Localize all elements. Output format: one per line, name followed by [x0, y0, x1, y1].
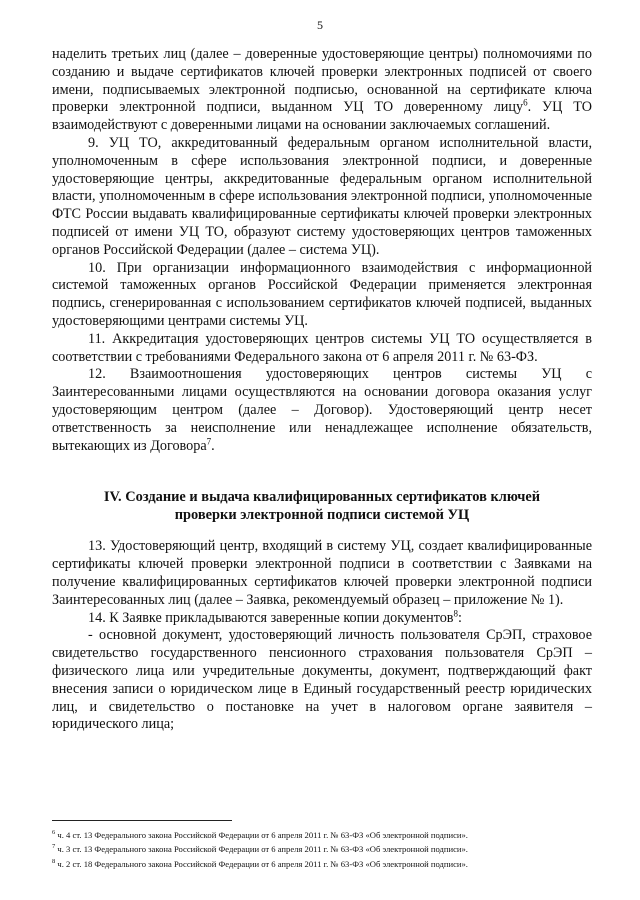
paragraph-14 — [52, 607, 592, 628]
paragraph-text: Удостоверяющий центр, входящий в систему УЦ, создает квалифицированные сертификаты ключей проверки электронной подписи в соответствии с Заявками на получение квалифицированных сертификатов ключей проверки электронной подписи Заинтересованных лиц (далее – Заявка, рекомендуемый образец – приложение № 1). — [52, 538, 592, 608]
footnote-6 — [52, 827, 612, 841]
paragraph-number: 9. — [88, 134, 99, 151]
paragraph-12 — [52, 366, 592, 455]
footnote-mark: 6 — [52, 829, 56, 836]
paragraph-text: Аккредитация удостоверяющих центров системы УЦ ТО осуществляется в соответствии с требованиями Федерального закона от 6 апреля 2011 г. № 63-ФЗ. — [52, 330, 592, 365]
section-heading-line-2: проверки электронной подписи системой УЦ — [174, 507, 470, 524]
paragraph-text: Взаимоотношения удостоверяющих центров системы УЦ с Заинтересованными лицами осуществляются на основании договора оказания услуг удостоверяющим центром (далее – Договор). Удостоверяющий центр несет ответственность за неисполнение или ненадлежащее исполнение обязательств, вытекающих из Договора — [52, 366, 593, 454]
paragraph-text: К Заявке прикладываются заверенные копии документов — [109, 609, 454, 626]
paragraph-number: 14. — [88, 609, 106, 626]
page-body — [52, 46, 592, 734]
footnotes — [52, 827, 612, 870]
footnote-ref: 7 — [206, 435, 212, 446]
section-heading — [52, 488, 592, 524]
paragraph-text: - основной документ, удостоверяющий личность пользователя СрЭП, страховое свидетельство государственного пенсионного страхования пользователя СрЭП – физического лица или учредительные документы, документ, подтверждающий факт внесения записи о юридическом лице в Единый государственный реестр юридических лиц, и свидетельство о постановке на учет в налоговом органе заявителя – юридического лица; — [52, 627, 592, 733]
paragraph-number: 12. — [88, 366, 106, 383]
paragraph-text: При организации информационного взаимодействия с информационной системой таможенных органов Российской Федерации применяется электронная подпись, сгенерированная с использованием сертификатов ключей подписей, выданных удостоверяющими центрами системы УЦ. — [52, 259, 593, 329]
footnote-7 — [52, 841, 612, 855]
paragraph-text: УЦ ТО, аккредитованный федеральным органом исполнительной власти, уполномоченным в сфере использования электронной подписи, и доверенные удостоверяющие центры, аккредитованные федеральным органом исполнительной власти, уполномоченным в сфере использования электронной подписи, уполномоченные ФТС России выдавать квалифицированные сертификаты ключей проверки электронных подписей от имени УЦ ТО, образуют систему удостоверяющих центров таможенных органов Российской Федерации (далее – система УЦ). — [52, 134, 593, 258]
paragraph-11 — [52, 331, 592, 367]
paragraph-text-after: . — [211, 437, 215, 454]
paragraph-number: 10. — [88, 259, 106, 276]
footnote-text: ч. 3 ст. 13 Федерального закона Российской Федерации от 6 апреля 2011 г. № 63-ФЗ «Об электронной подписи». — [57, 844, 468, 855]
section-heading-line-1: IV. Создание и выдача квалифицированных сертификатов ключей — [103, 489, 541, 506]
paragraph-text-after: . УЦ ТО взаимодействуют с доверенными лицами на основании заключаемых соглашений. — [52, 99, 593, 134]
footnote-ref: 6 — [523, 97, 528, 108]
paragraph-13 — [52, 538, 592, 609]
paragraph-text-after: : — [458, 609, 462, 626]
paragraph-text: наделить третьих лиц (далее – доверенные удостоверяющие центры) полномочиями по созданию и выдаче сертификатов ключей проверки электронных подписей от своего имени, подписываемых электронной подписью, основанной на сертификате ключа проверки электронной подписи, выданном УЦ ТО доверенному лицу — [52, 46, 592, 116]
footnote-text: ч. 2 ст. 18 Федерального закона Российской Федерации от 6 апреля 2011 г. № 63-ФЗ «Об электронной подписи». — [57, 858, 468, 869]
paragraph-9 — [52, 135, 592, 260]
footnote-ref: 8 — [453, 607, 459, 618]
paragraph-8-continuation — [52, 46, 592, 135]
page-number: 5 — [317, 18, 323, 32]
footnote-8 — [52, 856, 612, 870]
footnote-mark: 8 — [52, 857, 56, 865]
paragraph-14-list-item — [52, 627, 592, 734]
footnote-divider — [52, 820, 232, 821]
footnote-text: ч. 4 ст. 13 Федерального закона Российской Федерации от 6 апреля 2011 г. № 63-ФЗ «Об электронной подписи». — [57, 829, 468, 840]
paragraph-number: 11. — [88, 330, 106, 347]
footnote-mark: 7 — [52, 843, 56, 851]
paragraph-number: 13. — [88, 538, 106, 555]
paragraph-10 — [52, 260, 592, 331]
